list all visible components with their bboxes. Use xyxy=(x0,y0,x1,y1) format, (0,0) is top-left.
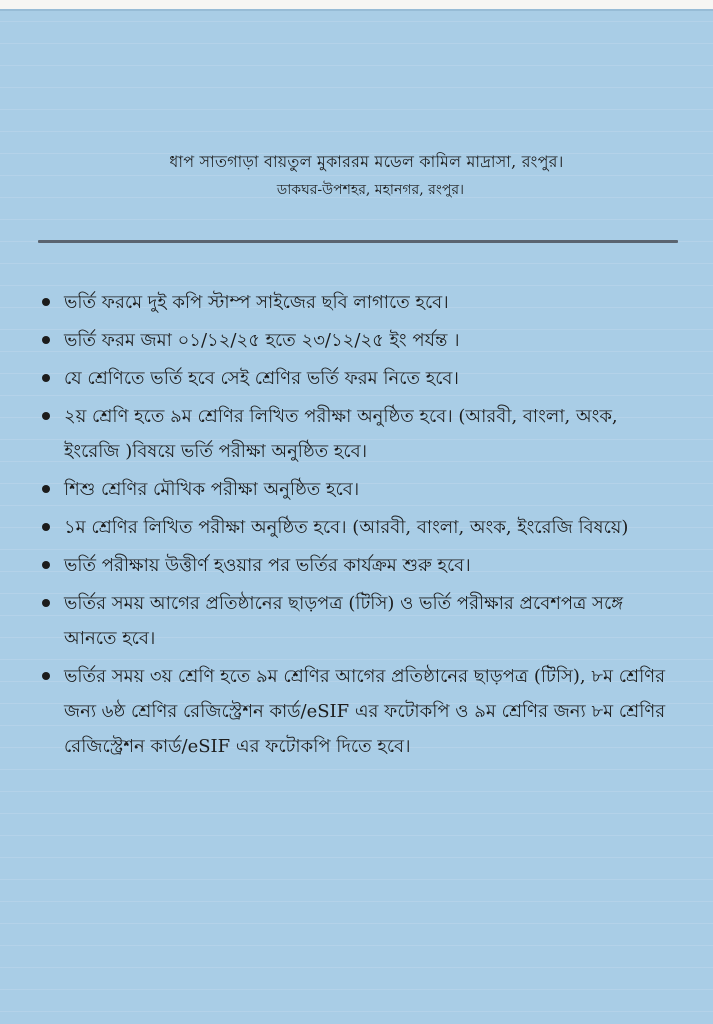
list-item xyxy=(40,659,670,764)
bullet-icon xyxy=(42,412,50,420)
list-item xyxy=(40,510,670,545)
bullet-icon xyxy=(42,599,50,607)
notice-text: ভর্তি পরীক্ষায় উত্তীর্ণ হওয়ার পর ভর্তির কার্যক্রম শুরু হবে। xyxy=(64,555,471,576)
header-divider xyxy=(38,240,678,243)
bullet-icon xyxy=(42,523,50,531)
list-item xyxy=(40,548,670,583)
list-item xyxy=(40,285,670,320)
list-item xyxy=(40,323,670,358)
list-item xyxy=(40,361,670,396)
notice-text: শিশু শ্রেণির মৌখিক পরীক্ষা অনুষ্ঠিত হবে। xyxy=(64,479,360,500)
bullet-icon xyxy=(42,672,50,680)
paper-edge-line xyxy=(0,9,713,11)
institution-title: ধাপ সাতগাড়া বায়তুল মুকাররম মডেল কামিল মাদ্রাসা, রংপুর। xyxy=(169,152,564,171)
bullet-icon xyxy=(42,298,50,306)
bullet-icon xyxy=(42,561,50,569)
bullet-icon xyxy=(42,485,50,493)
bullet-icon xyxy=(42,374,50,382)
notice-text: ২য় শ্রেণি হতে ৯ম শ্রেণির লিখিত পরীক্ষা অনুষ্ঠিত হবে। (আরবী, বাংলা, অংক, ইংরেজি )বিষয়ে ভর্তি পরীক্ষা অনুষ্ঠিত হবে। xyxy=(64,406,618,462)
list-item xyxy=(40,472,670,507)
bullet-icon xyxy=(42,336,50,344)
list-item xyxy=(40,586,670,656)
admission-notice-list xyxy=(40,285,670,767)
notice-text: ১ম শ্রেণির লিখিত পরীক্ষা অনুষ্ঠিত হবে। (আরবী, বাংলা, অংক, ইংরেজি বিষয়ে) xyxy=(64,517,629,538)
notice-text: যে শ্রেণিতে ভর্তি হবে সেই শ্রেণির ভর্তি ফরম নিতে হবে। xyxy=(64,368,459,389)
list-item xyxy=(40,399,670,469)
notice-text: ভর্তি ফরম জমা ০১/১২/২৫ হতে ২৩/১২/২৫ ইং পর্যন্ত । xyxy=(64,330,460,351)
notice-text: ভর্তির সময় আগের প্রতিষ্ঠানের ছাড়পত্র (টিসি) ও ভর্তি পরীক্ষার প্রবেশপত্র সঙ্গে আনতে হবে। xyxy=(64,593,624,649)
notice-text: ভর্তি ফরমে দুই কপি স্টাম্প সাইজের ছবি লাগাতে হবে। xyxy=(64,292,449,313)
notice-header xyxy=(0,150,713,202)
notice-text: ভর্তির সময় ৩য় শ্রেণি হতে ৯ম শ্রেণির আগের প্রতিষ্ঠানের ছাড়পত্র (টিসি), ৮ম শ্রেণির জন্য ৬ষ্ঠ শ্রেণির রেজিস্ট্রেশন কার্ড/eSIF এর ফটোকপি ও ৯ম শ্রেণির জন্য ৮ম শ্রেণির রেজিস্ট্রেশন কার্ড/eSIF এর ফটোকপি দিতে হবে। xyxy=(64,666,666,757)
institution-address: ডাকঘর-উপশহর, মহানগর, রংপুর। xyxy=(276,182,465,198)
